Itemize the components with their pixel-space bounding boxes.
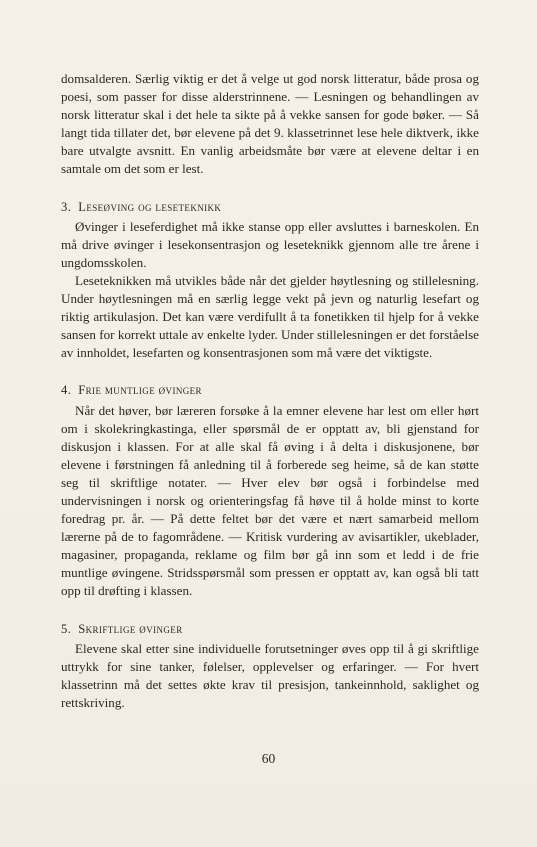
section-paragraph: Når det høver, bør læreren forsøke å la emner elevene har lest om eller hørt om i skolekringkastinga, eller spørsmål de er opptatt av, bli gjenstand for diskusjon i klassen. For at alle skal få øving i å delta i diskusjonene, bør elevene i førstningen få anledning til å forberede seg heime, så de kan støtte seg til skriftlige notater. — Hver elev bør også i forbindelse med undervisningen i norsk og orienteringsfag få høve til å holde minst to korte foredrag pr. år. — På dette feltet bør det være et nært samarbeid mellom lærerne på de to fagområdene. — Kritisk vurdering av avisartikler, ukeblader, magasiner, propaganda, reklame og film bør gå inn som et ledd i de frie muntlige øvingene. Stridsspørsmål som pressen er opptatt av, kan også bli tatt opp til drøfting i klassen.	[61, 402, 479, 599]
section-heading	[61, 620, 479, 638]
intro-paragraph: domsalderen. Særlig viktig er det å velge ut god norsk litteratur, både prosa og poesi, som passer for disse alderstrinnene. — Lesningen og behandlingen av norsk litteratur skal i det hele ta sikte på å vekke sansen for gode bøker. — Så langt tida tillater det, bør elevene på det 9. klassetrinnet lese hele diktverk, ikke bare utvalgte avsnitt. En vanlig arbeidsmåte bør være at elevene deltar i en samtale om det som er lest.	[61, 71, 479, 177]
body-text	[61, 70, 479, 712]
section-3	[61, 198, 479, 363]
section-paragraph: Leseteknikken må utvikles både når det gjelder høytlesning og stillelesning. Under høytlesningen må en særlig legge vekt på jevn og naturlig lesefart og riktig artikulasjon. Det kan være verdifullt å ta fonetikken til hjelp for å vekke sansen for korrekt uttale av enkelte lyder. Under stillelesningen er det forståelse av innholdet, lesefarten og konsentrasjonen som må være det viktigste.	[61, 272, 479, 361]
section-4	[61, 381, 479, 600]
section-heading	[61, 381, 479, 399]
section-paragraph: Elevene skal etter sine individuelle forutsetninger øves opp til å gi skriftlige uttrykk for sine tanker, følelser, opplevelser og erfaringer. — For hvert klassetrinn må det settes økte krav til presisjon, tankeinnhold, saklighet og rettskriving.	[61, 640, 479, 710]
section-title: Frie muntlige øvinger	[78, 383, 202, 398]
section-number: 4.	[61, 383, 72, 398]
section-number: 3.	[61, 199, 72, 214]
page-number: 60	[261, 751, 276, 766]
section-paragraph: Øvinger i leseferdighet må ikke stanse opp eller avsluttes i barneskolen. En må drive øvinger i lesekonsentrasjon og leseteknikk gjennom alle tre årene i ungdomsskolen.	[61, 218, 479, 270]
section-heading	[61, 198, 479, 216]
section-title: Skriftlige øvinger	[78, 621, 183, 636]
section-5	[61, 620, 479, 712]
section-number: 5.	[61, 621, 72, 636]
section-title: Leseøving og leseteknikk	[78, 199, 222, 214]
